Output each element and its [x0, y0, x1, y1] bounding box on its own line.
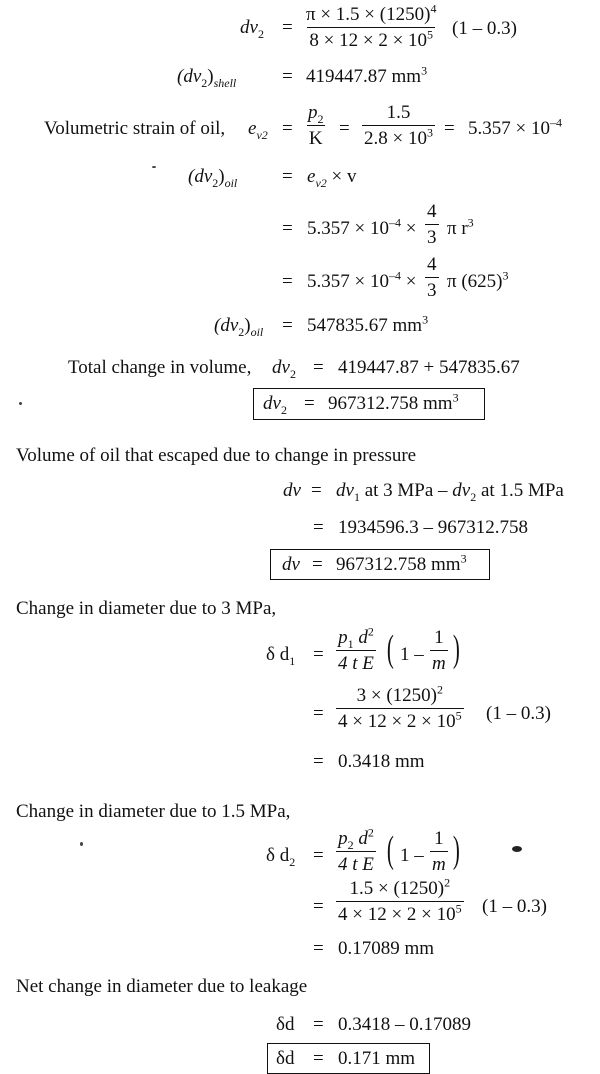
line22-text: Net change in diameter due to leakage	[16, 976, 308, 997]
line1-fraction: $\frac{\pi \times 1.5 \times (1250)^4}{8 \times 12 \times 2 \times 10^5}$	[306, 1, 437, 51]
line12-rhs: 1934596.3 – 967312.758	[338, 517, 528, 538]
scan-speck	[19, 402, 22, 405]
line13-equals: =	[312, 554, 323, 575]
line23-equals: =	[313, 1014, 324, 1035]
line15-equals: =	[313, 644, 324, 665]
line3-equals: =	[282, 118, 293, 139]
line5-equals: =	[282, 218, 293, 239]
line7-rhs: 547835.67 $mm^3$	[307, 312, 429, 336]
line16-fraction: $\frac{3 \times (1250)^2}{4 \times 12 \times 2 \times 10^5}$	[338, 682, 462, 732]
line23-lhs: δd	[276, 1014, 295, 1035]
line6-post: π $(625)^3$	[447, 268, 509, 292]
scan-speck	[152, 166, 156, 168]
line3-fraction-p2-k: $\frac{p_2}{K}$	[308, 102, 324, 149]
line24-equals: =	[313, 1048, 324, 1069]
line15-right-paren: )	[452, 628, 460, 670]
line8-rhs: 419447.87 + 547835.67	[338, 357, 520, 378]
line20-equals: =	[313, 896, 324, 917]
line5-pre: $5.357 \times 10^{-4}$ ×	[307, 215, 417, 239]
line9-lhs: $dv_2$	[263, 393, 287, 417]
line13-rhs: 967312.758 $mm^3$	[336, 551, 467, 575]
line4-lhs: $(dv_2)_{oil}$	[188, 166, 238, 190]
scan-speck	[512, 846, 522, 852]
scan-speck	[80, 842, 83, 846]
line12-equals: =	[313, 517, 324, 538]
line1-factor: (1 – 0.3)	[452, 18, 517, 39]
line21-equals: =	[313, 938, 324, 959]
line18-text: Change in diameter due to 1.5 MPa,	[16, 801, 291, 822]
line15-lhs: δ $d_1$	[266, 644, 296, 668]
line2-rhs: 419447.87 $mm^3$	[306, 63, 428, 87]
line23-rhs: 0.3418 – 0.17089	[338, 1014, 471, 1035]
line5-post: π $r^3$	[447, 215, 474, 239]
line8-text: Total change in volume,	[68, 357, 252, 378]
line4-rhs: $e_{v2} \times v$	[307, 166, 357, 190]
line14-text: Change in diameter due to 3 MPa,	[16, 598, 277, 619]
line19-inner-fraction: $\frac{1}{m}$	[432, 828, 446, 875]
line3-fraction-value: $\frac{1.5}{2.8 \times 10^3}$	[364, 102, 433, 149]
line4-equals: =	[282, 166, 293, 187]
line19-right-paren: )	[452, 829, 460, 871]
line1-equals: =	[282, 17, 293, 38]
line6-equals: =	[282, 271, 293, 292]
line6-pre: $5.357 \times 10^{-4}$ ×	[307, 268, 417, 292]
line20-factor: (1 – 0.3)	[482, 896, 547, 917]
line15-one-minus: 1 –	[400, 644, 424, 665]
line21-rhs: 0.17089 mm	[338, 938, 435, 959]
line2-lhs: $(dv_2)_{shell}$	[177, 66, 237, 90]
line15-fraction: $\frac{p_1 d^2}{\text{4 t E}}$	[338, 624, 374, 674]
line9-rhs: 967312.758 $mm^3$	[328, 390, 459, 414]
line9-equals: =	[304, 393, 315, 414]
line11-equals: =	[311, 480, 322, 501]
line3-equals-2: =	[339, 118, 350, 139]
line7-lhs: $(dv_2)_{oil}$	[214, 315, 264, 339]
line11-rhs: $dv_1$ at 3 MPa – $dv_2$ at 1.5 MPa	[336, 480, 564, 504]
line3-rhs: $5.357 \times 10^{-4}$	[468, 115, 562, 139]
line10-text: Volume of oil that escaped due to change in pressure	[16, 445, 417, 466]
line19-fraction: $\frac{p_2 d^2}{\text{4 t E}}$	[338, 825, 374, 875]
line17-equals: =	[313, 751, 324, 772]
line16-equals: =	[313, 703, 324, 724]
line13-lhs: dv	[282, 554, 300, 575]
line15-inner-fraction: $\frac{1}{m}$	[432, 627, 446, 674]
line17-rhs: 0.3418 mm	[338, 751, 425, 772]
line24-lhs: δd	[276, 1048, 295, 1069]
line19-left-paren: (	[386, 829, 394, 871]
line19-lhs: δ $d_2$	[266, 845, 296, 869]
line24-rhs: 0.171 mm	[338, 1048, 416, 1069]
line1-lhs: $dv_2$	[240, 17, 264, 41]
line16-factor: (1 – 0.3)	[486, 703, 551, 724]
line8-lhs: $dv_2$	[272, 357, 296, 381]
line19-equals: =	[313, 845, 324, 866]
line6-fraction: $\frac{4}{3}$	[427, 254, 437, 301]
line2-equals: =	[282, 66, 293, 87]
line19-one-minus: 1 –	[400, 845, 424, 866]
line8-equals: =	[313, 357, 324, 378]
line3-lhs: $e_{v2}$	[248, 118, 268, 142]
line3-equals-3: =	[444, 118, 455, 139]
line11-lhs: dv	[283, 480, 301, 501]
line20-fraction: $\frac{1.5 \times (1250)^2}{4 \times 12 \times 2 \times 10^5}$	[338, 875, 462, 925]
line5-fraction: $\frac{4}{3}$	[427, 201, 437, 248]
line15-left-paren: (	[386, 628, 394, 670]
line3-text: Volumetric strain of oil,	[44, 118, 226, 139]
line7-equals: =	[282, 315, 293, 336]
